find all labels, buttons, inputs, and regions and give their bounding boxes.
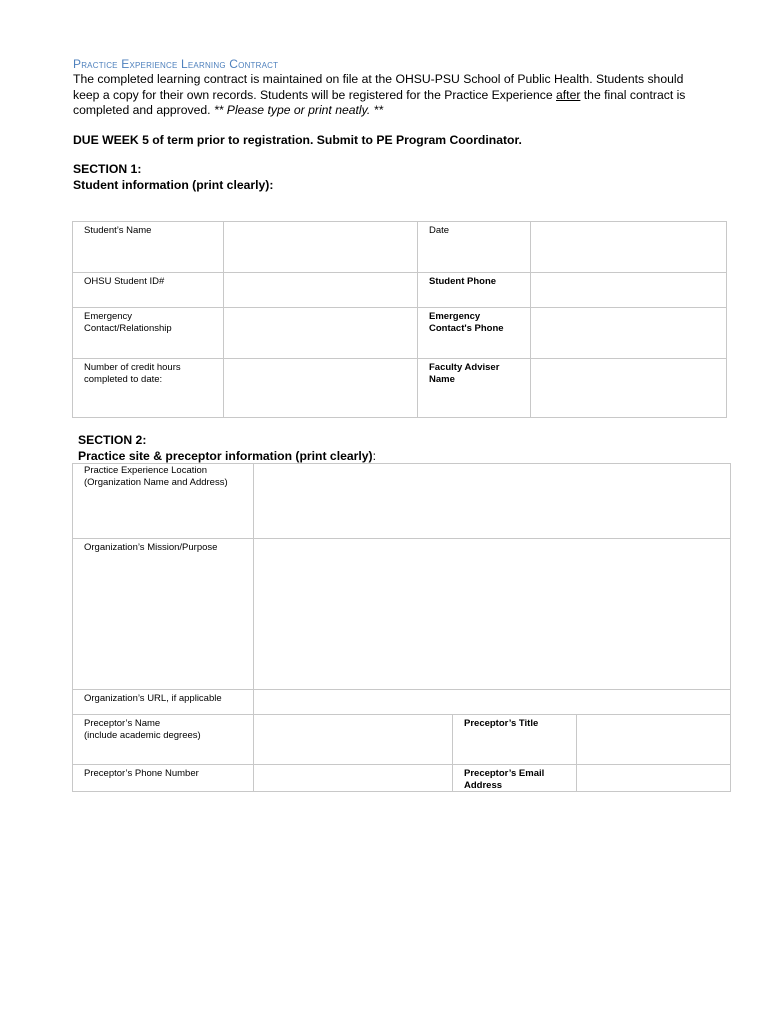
label-practice-location: Practice Experience Location (Organization Name and Address) [73, 464, 254, 539]
field-preceptor-email[interactable] [577, 765, 731, 792]
label-emergency-contact: Emergency Contact/Relationship [73, 308, 224, 359]
field-date[interactable] [531, 222, 727, 273]
label-date: Date [418, 222, 531, 273]
field-preceptor-phone[interactable] [254, 765, 453, 792]
section2-header [78, 433, 376, 464]
label-mission: Organization’s Mission/Purpose [73, 539, 254, 690]
label-student-phone: Student Phone [418, 273, 531, 308]
field-url[interactable] [254, 690, 731, 715]
intro-italic-note: ** Please type or print neatly. ** [213, 103, 384, 117]
field-student-id[interactable] [224, 273, 418, 308]
label-preceptor-phone: Preceptor’s Phone Number [73, 765, 254, 792]
field-credit-hours[interactable] [224, 359, 418, 418]
label-student-id: OHSU Student ID# [73, 273, 224, 308]
practice-site-table [72, 463, 731, 792]
field-emergency-contact[interactable] [224, 308, 418, 359]
intro-text-1: The completed learning contract is maintained on file at the OHSU-PSU School of Public Health. Students should keep a copy for their own records. Students will be registered for the Practice Experience [73, 72, 684, 102]
field-student-phone[interactable] [531, 273, 727, 308]
label-student-name: Student’s Name [73, 222, 224, 273]
section1-heading: SECTION 1: [73, 162, 142, 176]
label-preceptor-name: Preceptor’s Name (include academic degrees) [73, 715, 254, 765]
label-emergency-phone: Emergency Contact's Phone [418, 308, 531, 359]
intro-paragraph [73, 72, 713, 119]
student-info-table [72, 221, 727, 418]
intro-text-2: the final contract is completed and approved. [73, 87, 686, 117]
field-preceptor-title[interactable] [577, 715, 731, 765]
field-student-name[interactable] [224, 222, 418, 273]
section1-header [73, 162, 273, 193]
section2-subheading: Practice site & preceptor information (print clearly) [78, 448, 373, 463]
label-credit-hours: Number of credit hours completed to date: [73, 359, 224, 418]
field-preceptor-name[interactable] [254, 715, 453, 765]
intro-underlined-word: after [556, 87, 581, 102]
field-emergency-phone[interactable] [531, 308, 727, 359]
due-notice: DUE WEEK 5 of term prior to registration. Submit to PE Program Coordinator. [73, 133, 522, 147]
label-preceptor-title: Preceptor’s Title [453, 715, 577, 765]
form-title: Practice Experience Learning Contract [73, 57, 279, 71]
field-practice-location[interactable] [254, 464, 731, 539]
label-faculty-adviser: Faculty Adviser Name [418, 359, 531, 418]
field-mission[interactable] [254, 539, 731, 690]
section2-heading: SECTION 2: [78, 433, 147, 447]
field-faculty-adviser[interactable] [531, 359, 727, 418]
section1-subheading: Student information (print clearly): [73, 177, 274, 192]
label-preceptor-email: Preceptor’s Email Address [453, 765, 577, 792]
section2-subheading-colon: : [372, 448, 376, 463]
label-url: Organization’s URL, if applicable [73, 690, 254, 715]
